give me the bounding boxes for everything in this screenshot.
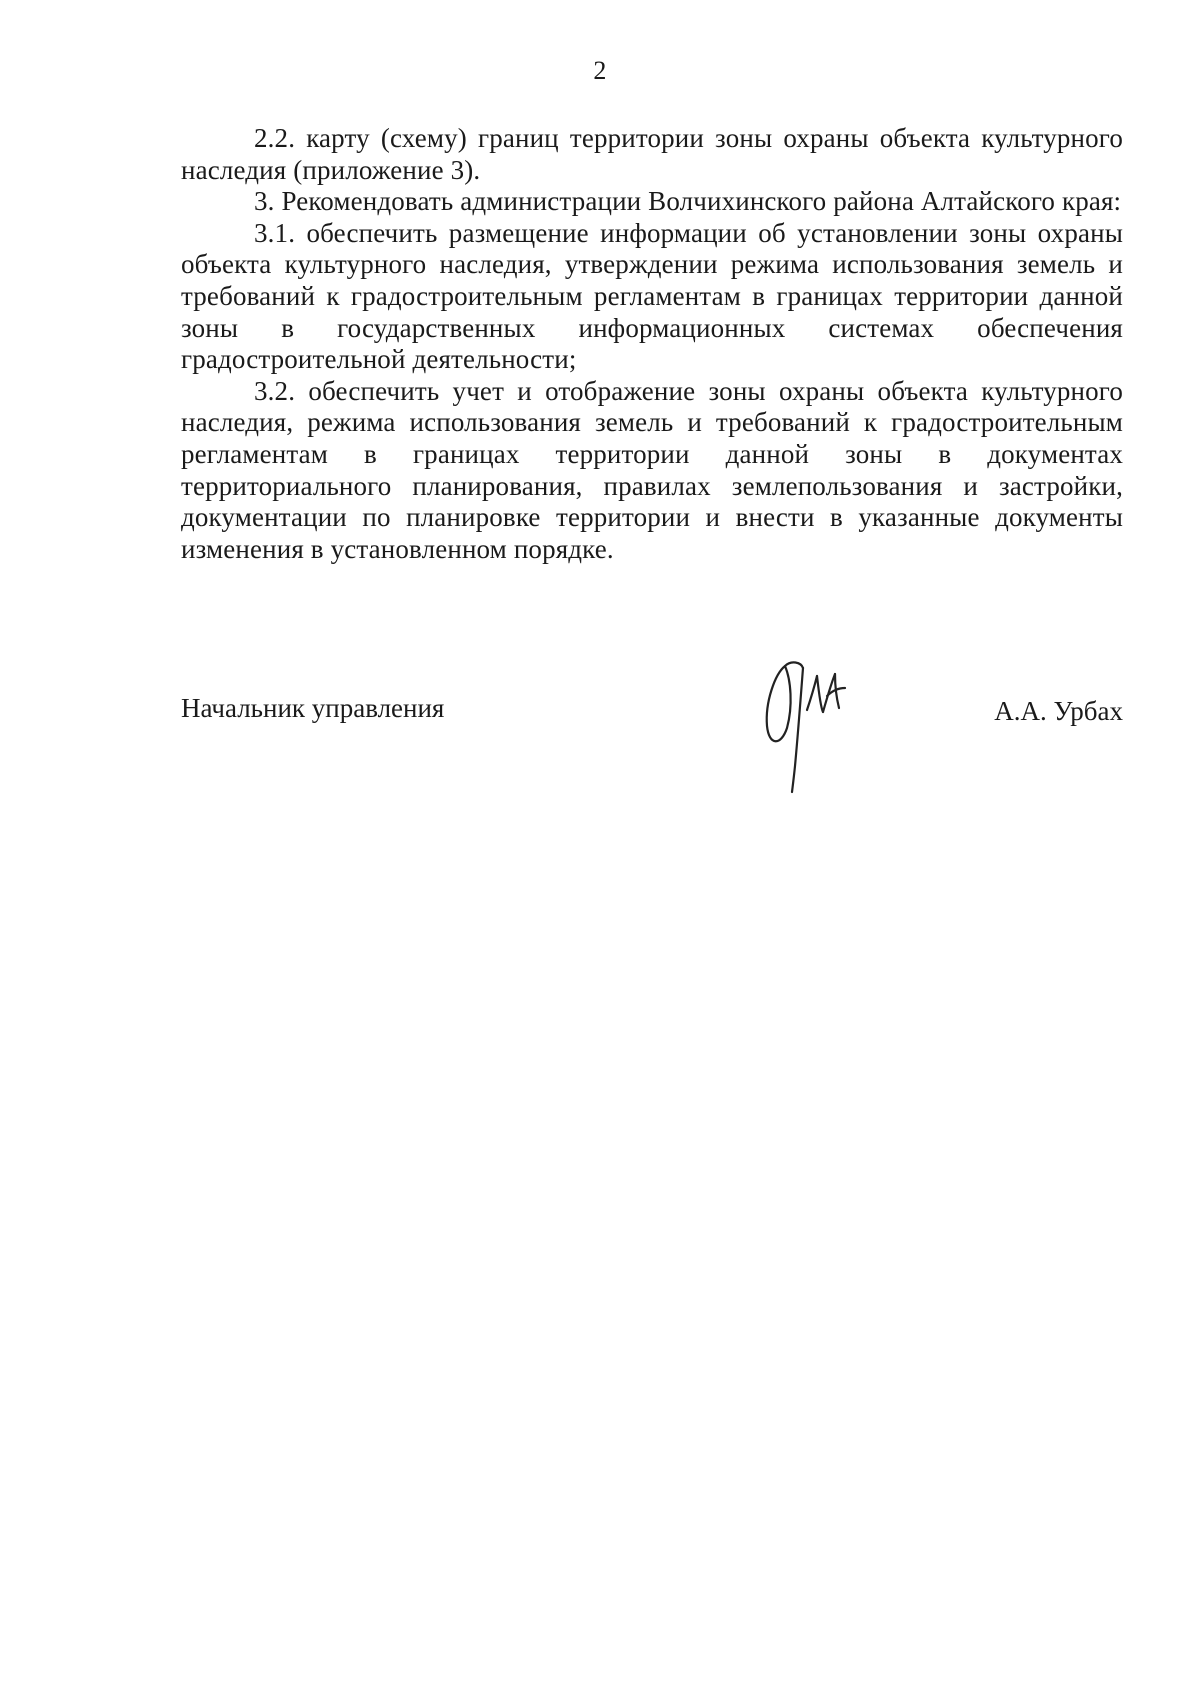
document-body — [181, 123, 1123, 565]
signatory-position: Начальник управления — [181, 693, 445, 723]
page-number: 2 — [593, 56, 607, 85]
signatory-name: А.А. Урбах — [994, 696, 1123, 726]
paragraph-3: 3. Рекомендовать администрации Волчихинского района Алтайского края: — [254, 186, 1122, 217]
paragraph-3-1: 3.1. обеспечить размещение информации об установлении зоны охраны объекта культурного наследия, утверждении режима использования земель и требований к градостроительным регламентам в границах территории данной зоны в государственных информационных системах обеспечения градостроительной деятельности; — [181, 217, 1123, 375]
signature-block — [181, 692, 1123, 812]
paragraph-3-2: 3.2. обеспечить учет и отображение зоны охраны объекта культурного наследия, режима использования земель и требований к градостроительным регламентам в границах территории данной зоны в документах территориального планирования, правилах землепользования и застройки, документации по планировке территории и внести в указанные документы изменения в установленном порядке. — [181, 375, 1123, 564]
paragraph-2-2: 2.2. карту (схему) границ территории зоны охраны объекта культурного наследия (приложение 3). — [181, 123, 1123, 185]
handwritten-signature — [751, 654, 861, 799]
